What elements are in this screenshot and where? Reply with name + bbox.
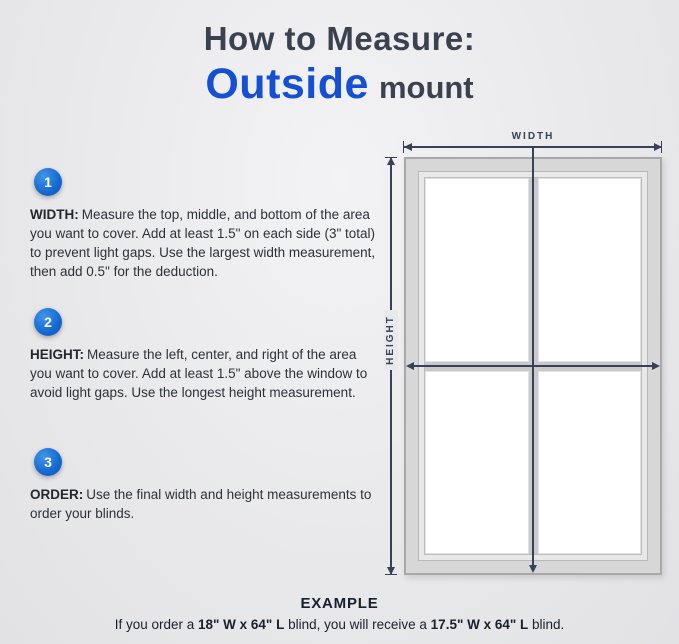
- width-tick-right: [661, 141, 662, 153]
- height-dimension-label: HEIGHT: [384, 310, 398, 370]
- example-middle: blind, you will receive a: [284, 617, 431, 632]
- width-dimension-label: WIDTH: [511, 131, 555, 142]
- step-1-body: Measure the top, middle, and bottom of the area you want to cover. Add at least 1.5" on each side (3" total) to prevent light gaps. Use the largest width measurement, then add 0.5" for the deduction.: [30, 207, 376, 280]
- step-3-label: ORDER:: [30, 487, 84, 502]
- step-width: [30, 168, 380, 282]
- window-pane: [538, 178, 642, 362]
- window-pane: [425, 371, 529, 555]
- example-suffix: blind.: [528, 617, 565, 632]
- page-title: [0, 20, 679, 109]
- step-1-text: [30, 205, 380, 282]
- step-3-body: Use the final width and height measurements to order your blinds.: [30, 487, 372, 522]
- height-arrow-up-icon: [387, 157, 395, 165]
- step-2-body: Measure the left, center, and right of the area you want to cover. Add at least 1.5" above the window to avoid light gaps. Use the longest height measurement.: [30, 347, 368, 401]
- example-bold-ordered: 18" W x 64" L: [198, 617, 285, 632]
- step-3-badge: 3: [34, 448, 62, 476]
- height-tick-bottom: [385, 574, 397, 575]
- window-pane: [538, 371, 642, 555]
- step-order: [30, 448, 380, 523]
- title-line1: How to Measure:: [203, 20, 476, 57]
- center-vertical-measure-line: [532, 148, 534, 568]
- step-2-label: HEIGHT:: [30, 347, 84, 362]
- title-highlight: Outside: [205, 60, 369, 108]
- example-line: [0, 617, 679, 632]
- window-pane: [425, 178, 529, 362]
- width-tick-left: [403, 141, 404, 153]
- example-bold-received: 17.5" W x 64" L: [430, 617, 529, 632]
- center-horizontal-arrow-right-icon: [652, 362, 660, 370]
- example-prefix: If you order a: [114, 617, 198, 632]
- center-horizontal-arrow-left-icon: [406, 362, 414, 370]
- example-footer: [0, 595, 679, 632]
- step-1-badge: 1: [34, 168, 62, 196]
- center-vertical-arrow-down-icon: [529, 565, 537, 573]
- example-heading: EXAMPLE: [300, 595, 379, 612]
- step-3-text: [30, 485, 380, 523]
- step-2-text: [30, 345, 380, 402]
- center-horizontal-measure-line: [408, 365, 658, 367]
- title-line2: [0, 60, 679, 109]
- step-2-badge: 2: [34, 308, 62, 336]
- title-rest: mount: [378, 70, 474, 105]
- step-height: [30, 308, 380, 402]
- height-tick-top: [385, 157, 397, 158]
- width-arrow-left-icon: [404, 143, 412, 151]
- step-1-label: WIDTH:: [30, 207, 79, 222]
